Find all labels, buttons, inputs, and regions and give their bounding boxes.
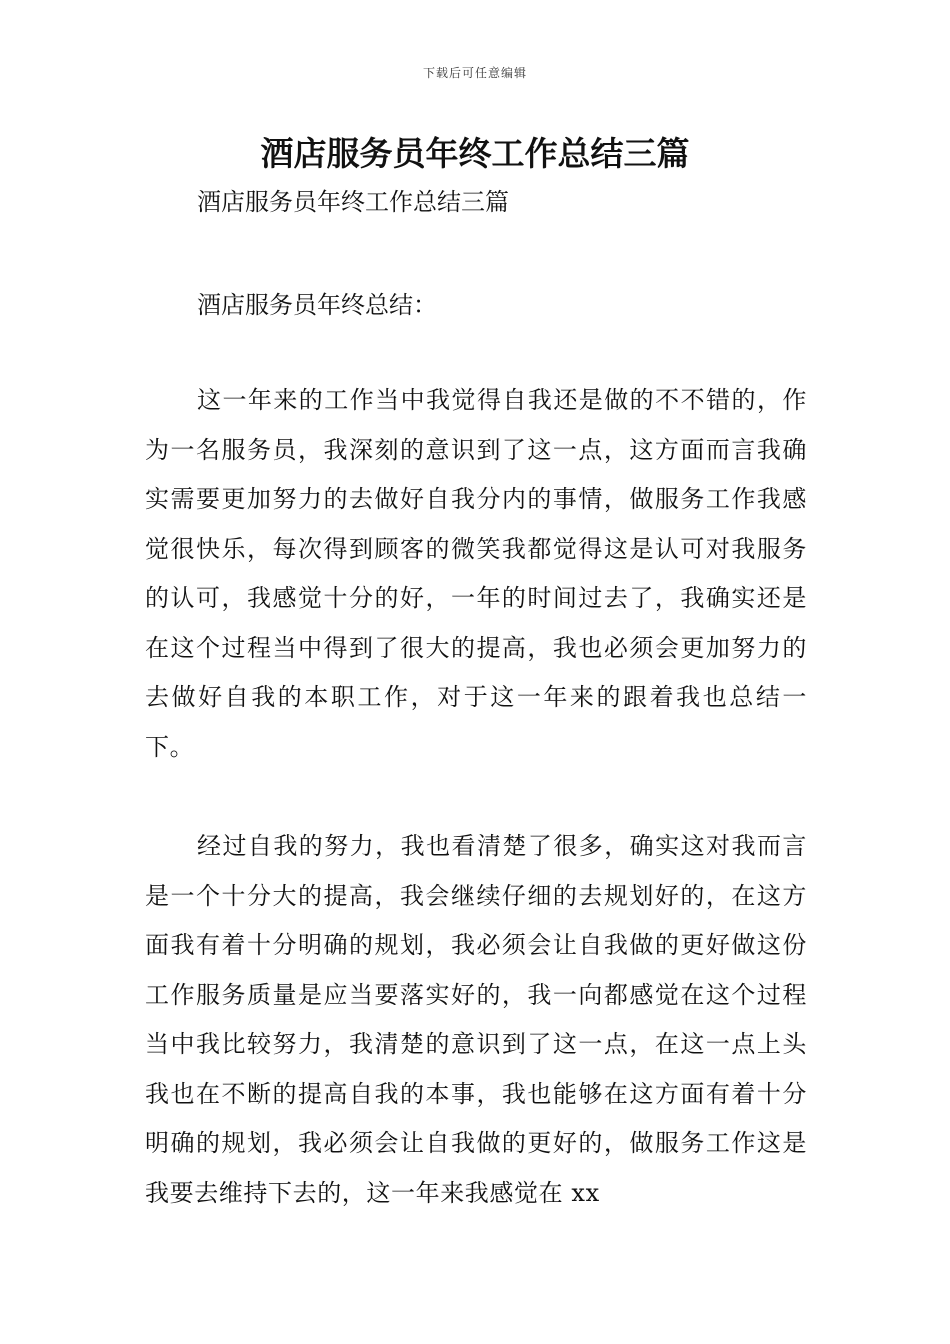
document-subtitle: 酒店服务员年终工作总结三篇 xyxy=(197,188,509,216)
body-paragraph: 这一年来的工作当中我觉得自我还是做的不不错的，作为一名服务员，我深刻的意识到了这一点，这方面而言我确实需要更加努力的去做好自我分内的事情，做服务工作我感觉很快乐，每次得到顾客的微笑我都觉得这是认可对我服务的认可，我感觉十分的好，一年的时间过去了，我确实还是在这个过程当中得到了很大的提高，我也必须会更加努力的去做好自我的本职工作，对于这一年来的跟着我也总结一下。 xyxy=(145,386,807,761)
document-title: 酒店服务员年终工作总结三篇 xyxy=(260,134,690,173)
body-paragraph: 经过自我的努力，我也看清楚了很多，确实这对我而言是一个十分大的提高，我会继续仔细的去规划好的，在这方面我有着十分明确的规划，我必须会让自我做的更好做这份工作服务质量是应当要落实好的，我一向都感觉在这个过程当中我比较努力，我清楚的意识到了这一点，在这一点上头我也在不断的提高自我的本事，我也能够在这方面有着十分明确的规划，我必须会让自我做的更好的，做服务工作这是我要去维持下去的，这一年来我感觉在 xx xyxy=(145,832,807,1207)
section-heading: 酒店服务员年终总结： xyxy=(197,291,437,319)
header-note: 下载后可任意编辑 xyxy=(422,66,527,80)
